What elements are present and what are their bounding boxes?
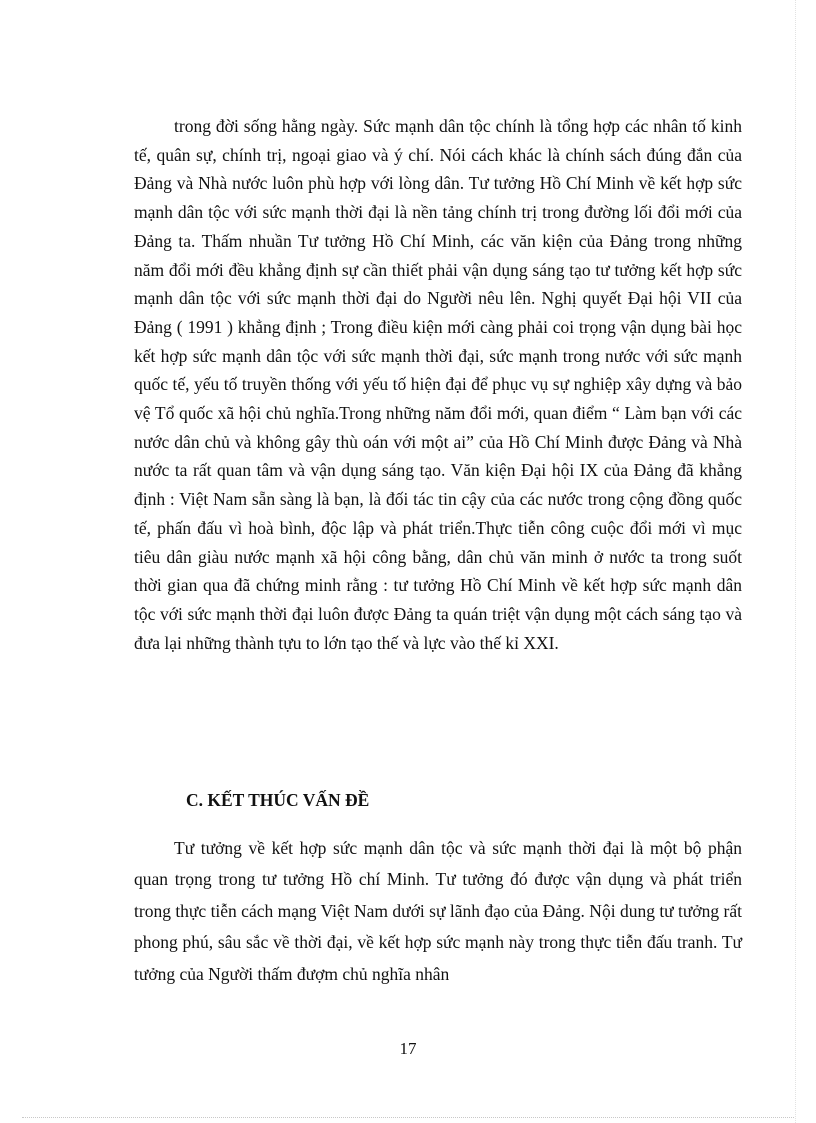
- page-bottom-rule: [22, 1117, 794, 1118]
- page-side-rule: [795, 0, 796, 1123]
- paragraph: trong đời sống hằng ngày. Sức mạnh dân tộc chính là tổng hợp các nhân tố kinh tế, quân sự, chính trị, ngoại giao và ý chí. Nói cách khác là chính sách đúng đắn của Đảng và Nhà nước luôn phù hợp với lòng dân. Tư tưởng Hồ Chí Minh về kết hợp sức mạnh dân tộc với sức mạnh thời đại là nền tảng chính trị trong đường lối đổi mới của Đảng ta. Thấm nhuần Tư tưởng Hồ Chí Minh, các văn kiện của Đảng trong những năm đổi mới đều khẳng định sự cần thiết phải vận dụng sáng tạo tư tưởng kết hợp sức mạnh dân tộc với sức mạnh thời đại do Người nêu lên. Nghị quyết Đại hội VII của Đảng ( 1991 ) khẳng định ; Trong điều kiện mới càng phải coi trọng vận dụng bài học kết hợp sức mạnh dân tộc với sức mạnh thời đại, sức mạnh trong nước với sức mạnh quốc tế, yếu tố truyền thống với yếu tố hiện đại để phục vụ sự nghiệp xây dựng và bảo vệ Tổ quốc xã hội chủ nghĩa.Trong những năm đổi mới, quan điểm “ Làm bạn với các nước dân chủ và không gây thù oán với một ai” của Hồ Chí Minh được Đảng và Nhà nước ta rất quan tâm và vận dụng sáng tạo. Văn kiện Đại hội IX của Đảng đã khẳng định : Việt Nam sẵn sàng là bạn, là đối tác tin cậy của các nước trong cộng đồng quốc tế, phấn đấu vì hoà bình, độc lập và phát triển.Thực tiễn công cuộc đổi mới vì mục tiêu dân giàu nước mạnh xã hội công bằng, dân chủ văn minh ở nước ta trong suốt thời gian qua đã chứng minh rằng : tư tưởng Hồ Chí Minh về kết hợp sức mạnh dân tộc với sức mạnh thời đại luôn được Đảng ta quán triệt vận dụng một cách sáng tạo và đưa lại những thành tựu to lớn tạo thế và lực vào thế kỉ XXI.: [134, 116, 742, 653]
- section-heading: C. KẾT THÚC VẤN ĐỀ: [186, 790, 370, 810]
- paragraph: Tư tưởng về kết hợp sức mạnh dân tộc và sức mạnh thời đại là một bộ phận quan trọng trong tư tưởng Hồ chí Minh. Tư tưởng đó được vận dụng và phát triển trong thực tiễn cách mạng Việt Nam dưới sự lãnh đạo của Đảng. Nội dung tư tưởng rất phong phú, sâu sắc về thời đại, về kết hợp sức mạnh này trong thực tiễn đấu tranh. Tư tưởng của Người thấm đượm chủ nghĩa nhân: [134, 838, 742, 984]
- body-text-block: [134, 112, 742, 657]
- page-number: 17: [399, 1039, 417, 1058]
- body-text-block-2: [134, 833, 742, 990]
